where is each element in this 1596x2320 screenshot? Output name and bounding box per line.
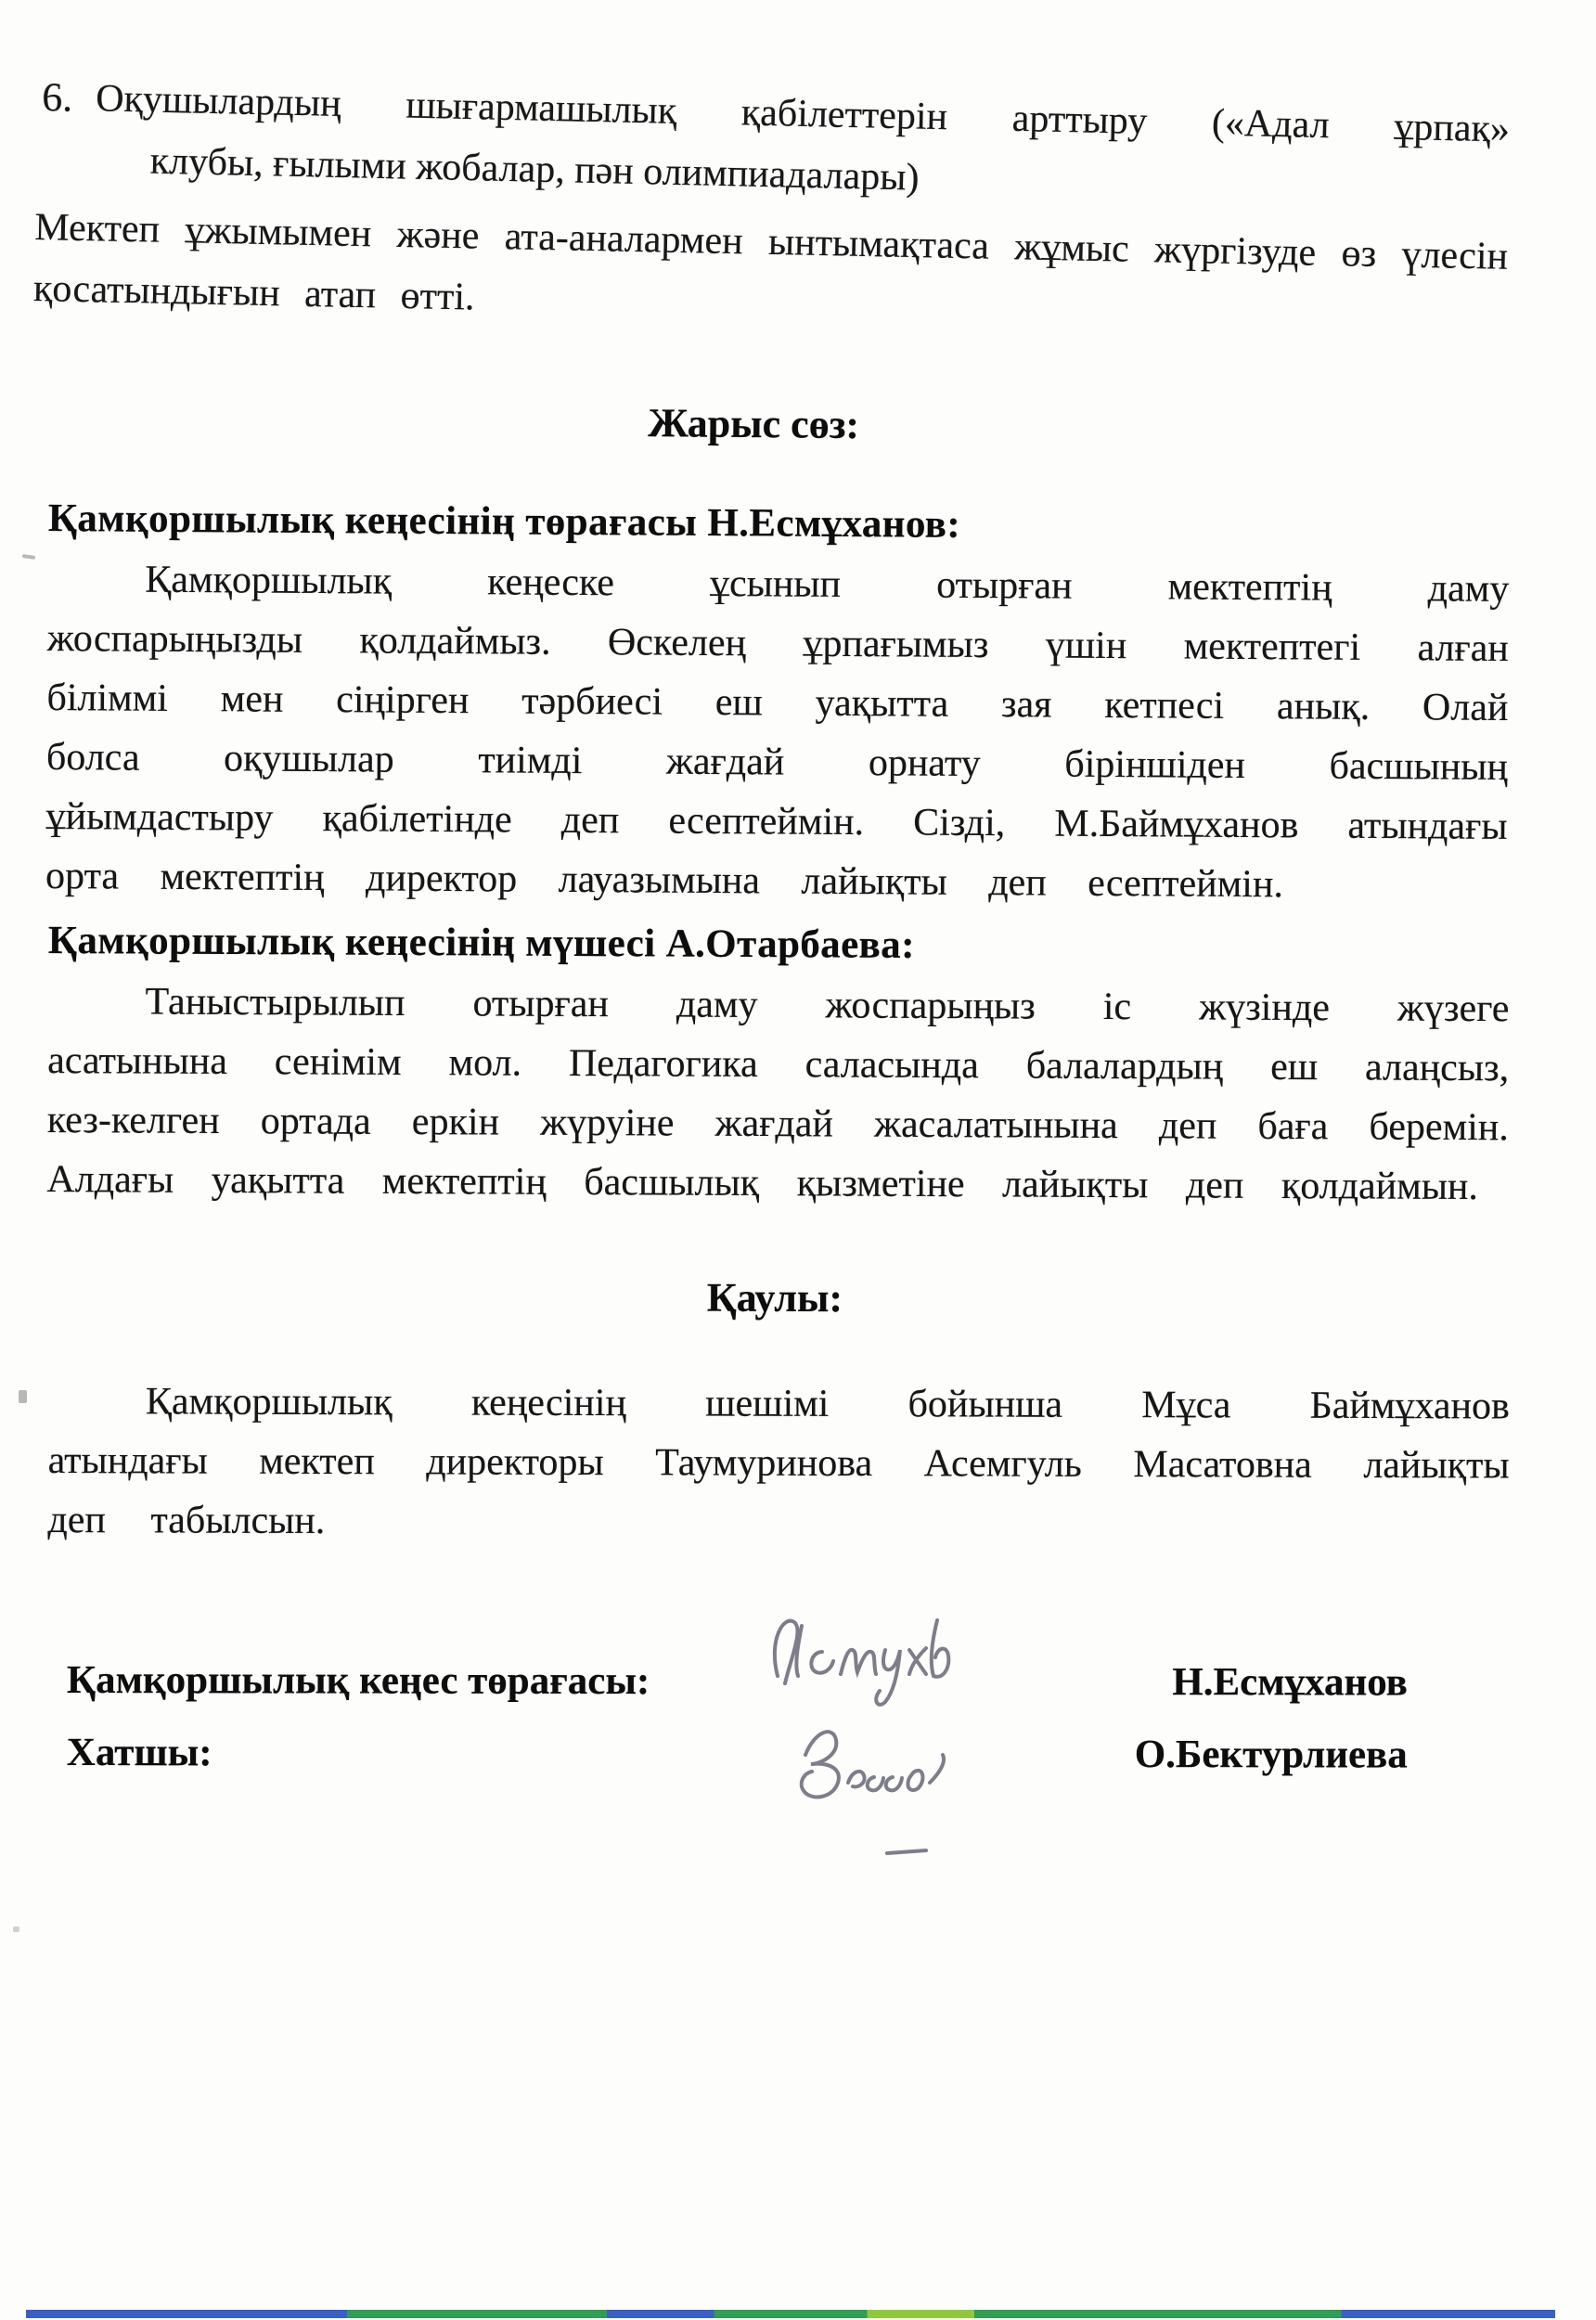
speaker-name-otarbaeva: Қамқоршылық кеңесінің мүшесі А.Отарбаева:: [47, 918, 916, 967]
resolution-heading: Қаулы:: [706, 1274, 843, 1321]
chairman-name: Н.Есмұханов: [1172, 1660, 1408, 1705]
scanner-edge-color-strip: [26, 2310, 1555, 2318]
signature-row-secretary: [67, 1722, 1408, 1786]
speech-otarbaeva: [46, 914, 1510, 1217]
list-item-text-line1: Оқушылардың шығармашылық қабілеттерін арттыру («Адал ұрпақ»: [95, 77, 1511, 151]
signature-row-chairman: [67, 1650, 1408, 1714]
resolution-text: Қамқоршылық кеңесінің шешімі бойынша Мұса Баймұханов атындағы мектеп директоры Таумуринова Асемгуль Масатовна лайықты деп табылсын.: [47, 1380, 1510, 1543]
signature-block: [67, 1650, 1408, 1786]
list-item-number: 6.: [41, 73, 73, 121]
secretary-role-label: Хатшы:: [66, 1730, 212, 1775]
secretary-name: О.Бектурлиева: [1134, 1733, 1408, 1777]
secretary-signature-icon: [778, 1712, 963, 1870]
scan-speck: [22, 554, 35, 560]
chairman-signature-icon: [761, 1598, 956, 1728]
scan-speck: [19, 1390, 27, 1403]
speaker-name-esmukhanov: Қамқоршылық кеңесінің төрағасы Н.Есмұханов:: [47, 496, 961, 547]
numbered-list-item-6: [40, 67, 1511, 221]
debate-heading: Жарыс сөз:: [648, 400, 860, 448]
list-item-text-line2: клубы, ғылыми жобалар, пән олимпиадалары): [149, 139, 920, 200]
resolution-paragraph: [47, 1372, 1510, 1554]
speech-text-esmukhanov: Қамқоршылық кеңеске ұсынып отырған мектептің даму жоспарыңызды қолдаймыз. Өскелең ұрпағымыз үшін мектептегі алған біліммі мен сіңірген тәрбиесі еш уақытта зая кетпесі анық. Олай болса оқушылар тиімді жағдай орнату біріншіден басшының ұйымдастыру қабілетінде деп есептеймін. Сізді, М.Баймұханов атындағы орта мектептің директор лауазымына лайықты деп есептеймін.: [45, 558, 1510, 907]
scan-speck: [13, 1927, 19, 1932]
speech-text-otarbaeva: Таныстырылып отырған даму жоспарыңыз іс жүзінде жүзеге асатынына сенімім мол. Педагогика саласында балалардың еш алаңсыз, кез-келген ортада еркін жүруіне жағдай жасалатынына деп баға беремін. Алдағы уақытта мектептің басшылық қызметіне лайықты деп қолдаймын.: [46, 980, 1510, 1209]
speech-esmukhanov: [45, 492, 1510, 916]
chairman-role-label: Қамқоршылық кеңес төрағасы:: [66, 1658, 650, 1704]
intro-paragraph: Мектеп ұжымымен және ата-аналармен ынтымақтаса жұмыс жүргізуде өз үлесін қосатындығын атап өтті.: [32, 205, 1509, 319]
